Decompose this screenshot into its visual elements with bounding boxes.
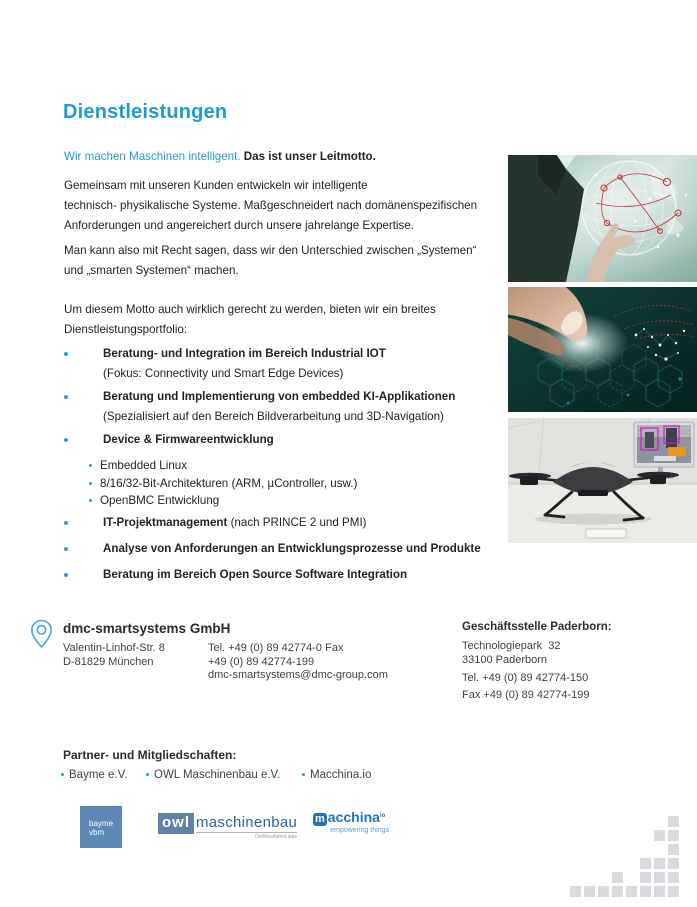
bullet-icon: [64, 395, 68, 399]
pixel-square: [570, 886, 581, 897]
pixel-square: [668, 886, 679, 897]
text-line: Dienstleistungsportfolio:: [64, 323, 188, 336]
bullet-icon: [146, 773, 149, 776]
finger-touch-illustration: [508, 287, 697, 412]
service-subitem: [63, 492, 357, 510]
service-subitem: [63, 457, 357, 475]
pixel-square: [668, 816, 679, 827]
macchina-logo: [313, 809, 389, 835]
intro-highlight: Wir machen Maschinen intelligent.: [64, 150, 241, 163]
company-phones: [208, 642, 388, 683]
service-subtitle: (Spezialisiert auf den Bereich Bildverarbeitung und 3D-Navigation): [103, 410, 444, 423]
bullet-icon: [89, 464, 92, 467]
pixel-square: [640, 858, 651, 869]
bayme-logo: [80, 806, 122, 848]
location-pin-icon: [30, 619, 53, 654]
service-title: Beratung- und Integration im Bereich Industrial IOT: [103, 347, 386, 360]
text-line: Um diesem Motto auch wirklich gerecht zu werden, bieten wir ein breites: [64, 303, 436, 316]
phone-line: +49 (0) 89 42774-199: [208, 655, 315, 668]
branch-line: Tel. +49 (0) 89 42774-150: [462, 672, 589, 684]
address-line: D-81829 München: [63, 655, 154, 668]
intro-paragraph-4: [64, 300, 436, 340]
subitem-label: Embedded Linux: [100, 459, 188, 472]
partner-label: Bayme e.V.: [69, 769, 128, 781]
company-name: dmc-smartsystems GmbH: [63, 621, 231, 636]
bullet-icon: [64, 352, 68, 356]
owl-logo-subtext: OstWestfalenLippe: [196, 832, 297, 840]
photo-finger-hexagons: [508, 287, 697, 412]
service-title: Device & Firmwareentwicklung: [103, 433, 274, 446]
partner-item-bayme: [61, 769, 127, 781]
bullet-icon: [64, 573, 68, 577]
service-item-projekt: [63, 513, 533, 533]
macchina-tagline: empowering things: [330, 827, 389, 834]
text-line: und „smarten Systemen“ machen.: [64, 264, 239, 277]
branch-line: 33100 Paderborn: [462, 653, 548, 666]
pixel-square: [654, 830, 665, 841]
bullet-icon: [64, 438, 68, 442]
bullet-icon: [302, 773, 305, 776]
intro-motto-line: [64, 147, 376, 167]
partner-label: OWL Maschinenbau e.V.: [154, 769, 281, 781]
bullet-icon: [64, 547, 68, 551]
pixel-square: [612, 886, 623, 897]
partners-title: Partner- und Mitgliedschaften:: [63, 748, 237, 762]
macchina-tld: io: [379, 813, 386, 819]
pixel-square: [668, 830, 679, 841]
pixel-square: [626, 886, 637, 897]
service-item-iot: [63, 344, 533, 384]
company-address: [63, 642, 165, 669]
pixel-square: [654, 872, 665, 883]
owl-maschinenbau-logo: [158, 813, 297, 840]
service-subitems: [63, 457, 357, 510]
phone-line: Tel. +49 (0) 89 42774-0 Fax: [208, 642, 344, 654]
owl-logo-text: maschinenbau: [196, 814, 298, 831]
bullet-icon: [89, 499, 92, 502]
owl-logo-box: owl: [158, 813, 194, 834]
email-text: dmc-smartsystems@dmc-group.com: [208, 669, 388, 681]
service-item-analyse: [63, 539, 533, 559]
pixel-square: [668, 844, 679, 855]
pixel-square: [654, 886, 665, 897]
intro-paragraph-3: [64, 241, 476, 281]
macchina-logo-text: acchina: [327, 809, 380, 825]
service-suffix: (nach PRINCE 2 und PMI): [227, 516, 367, 529]
text-line: technisch- physikalische Systeme. Maßgeschneidert nach domänenspezifischen: [64, 199, 478, 212]
service-item-opensource: [63, 565, 533, 585]
bayme-logo-text: vbm: [89, 828, 105, 837]
hand-globe-illustration: [508, 155, 697, 282]
pixel-square: [654, 858, 665, 869]
branch-title: Geschäftsstelle Paderborn:: [462, 621, 612, 633]
bullet-icon: [61, 773, 64, 776]
subitem-label: 8/16/32-Bit-Architekturen (ARM, µController, usw.): [100, 476, 358, 490]
page-title: Dienstleistungen: [63, 101, 228, 123]
drone-illustration: [508, 418, 697, 543]
bullet-icon: [64, 521, 68, 525]
branch-line: Fax +49 (0) 89 42774-199: [462, 688, 590, 701]
partner-label: Macchina.io: [310, 769, 372, 781]
pixel-square: [640, 886, 651, 897]
service-subitem: [63, 475, 357, 493]
pixel-square: [612, 872, 623, 883]
photo-drone-demo: [508, 418, 697, 543]
bullet-icon: [89, 482, 92, 485]
pixel-square: [598, 886, 609, 897]
text-line: Anforderungen und angereichert durch unsere jahrelange Expertise.: [64, 219, 414, 232]
service-title: Beratung und Implementierung von embedded KI-Applikationen: [103, 390, 456, 403]
partner-item-owl: [146, 769, 280, 781]
service-item-device: [63, 430, 533, 450]
service-title: Analyse von Anforderungen an Entwicklungsprozesse und Produkte: [103, 542, 481, 555]
branch-line: Technologiepark 32: [462, 640, 561, 652]
address-line: Valentin-Linhof-Str. 8: [63, 642, 165, 654]
pixel-square: [668, 858, 679, 869]
bayme-logo-text: bayme: [89, 819, 114, 828]
pixel-square: [584, 886, 595, 897]
text-line: Man kann also mit Recht sagen, dass wir den Unterschied zwischen „Systemen“: [64, 244, 477, 257]
service-item-ki: [63, 387, 533, 427]
service-title: IT-Projektmanagement: [103, 516, 228, 529]
pixel-corner-decoration: [570, 816, 679, 897]
subitem-label: OpenBMC Entwicklung: [100, 494, 220, 508]
pixel-square: [640, 872, 651, 883]
photo-hand-globe: [508, 155, 697, 282]
text-line: Gemeinsam mit unseren Kunden entwickeln wir intelligente: [64, 179, 368, 192]
pixel-square: [668, 872, 679, 883]
macchina-m-badge: m: [315, 813, 325, 825]
service-subtitle: (Fokus: Connectivity und Smart Edge Devices): [103, 367, 344, 380]
intro-motto: Das ist unser Leitmotto.: [243, 150, 376, 163]
intro-paragraph-2: [64, 176, 477, 236]
exhibit-label-card: [586, 529, 626, 538]
service-title: Beratung im Bereich Open Source Software Integration: [103, 568, 408, 581]
branch-address: [462, 640, 590, 703]
partner-item-macchina: [302, 769, 371, 781]
